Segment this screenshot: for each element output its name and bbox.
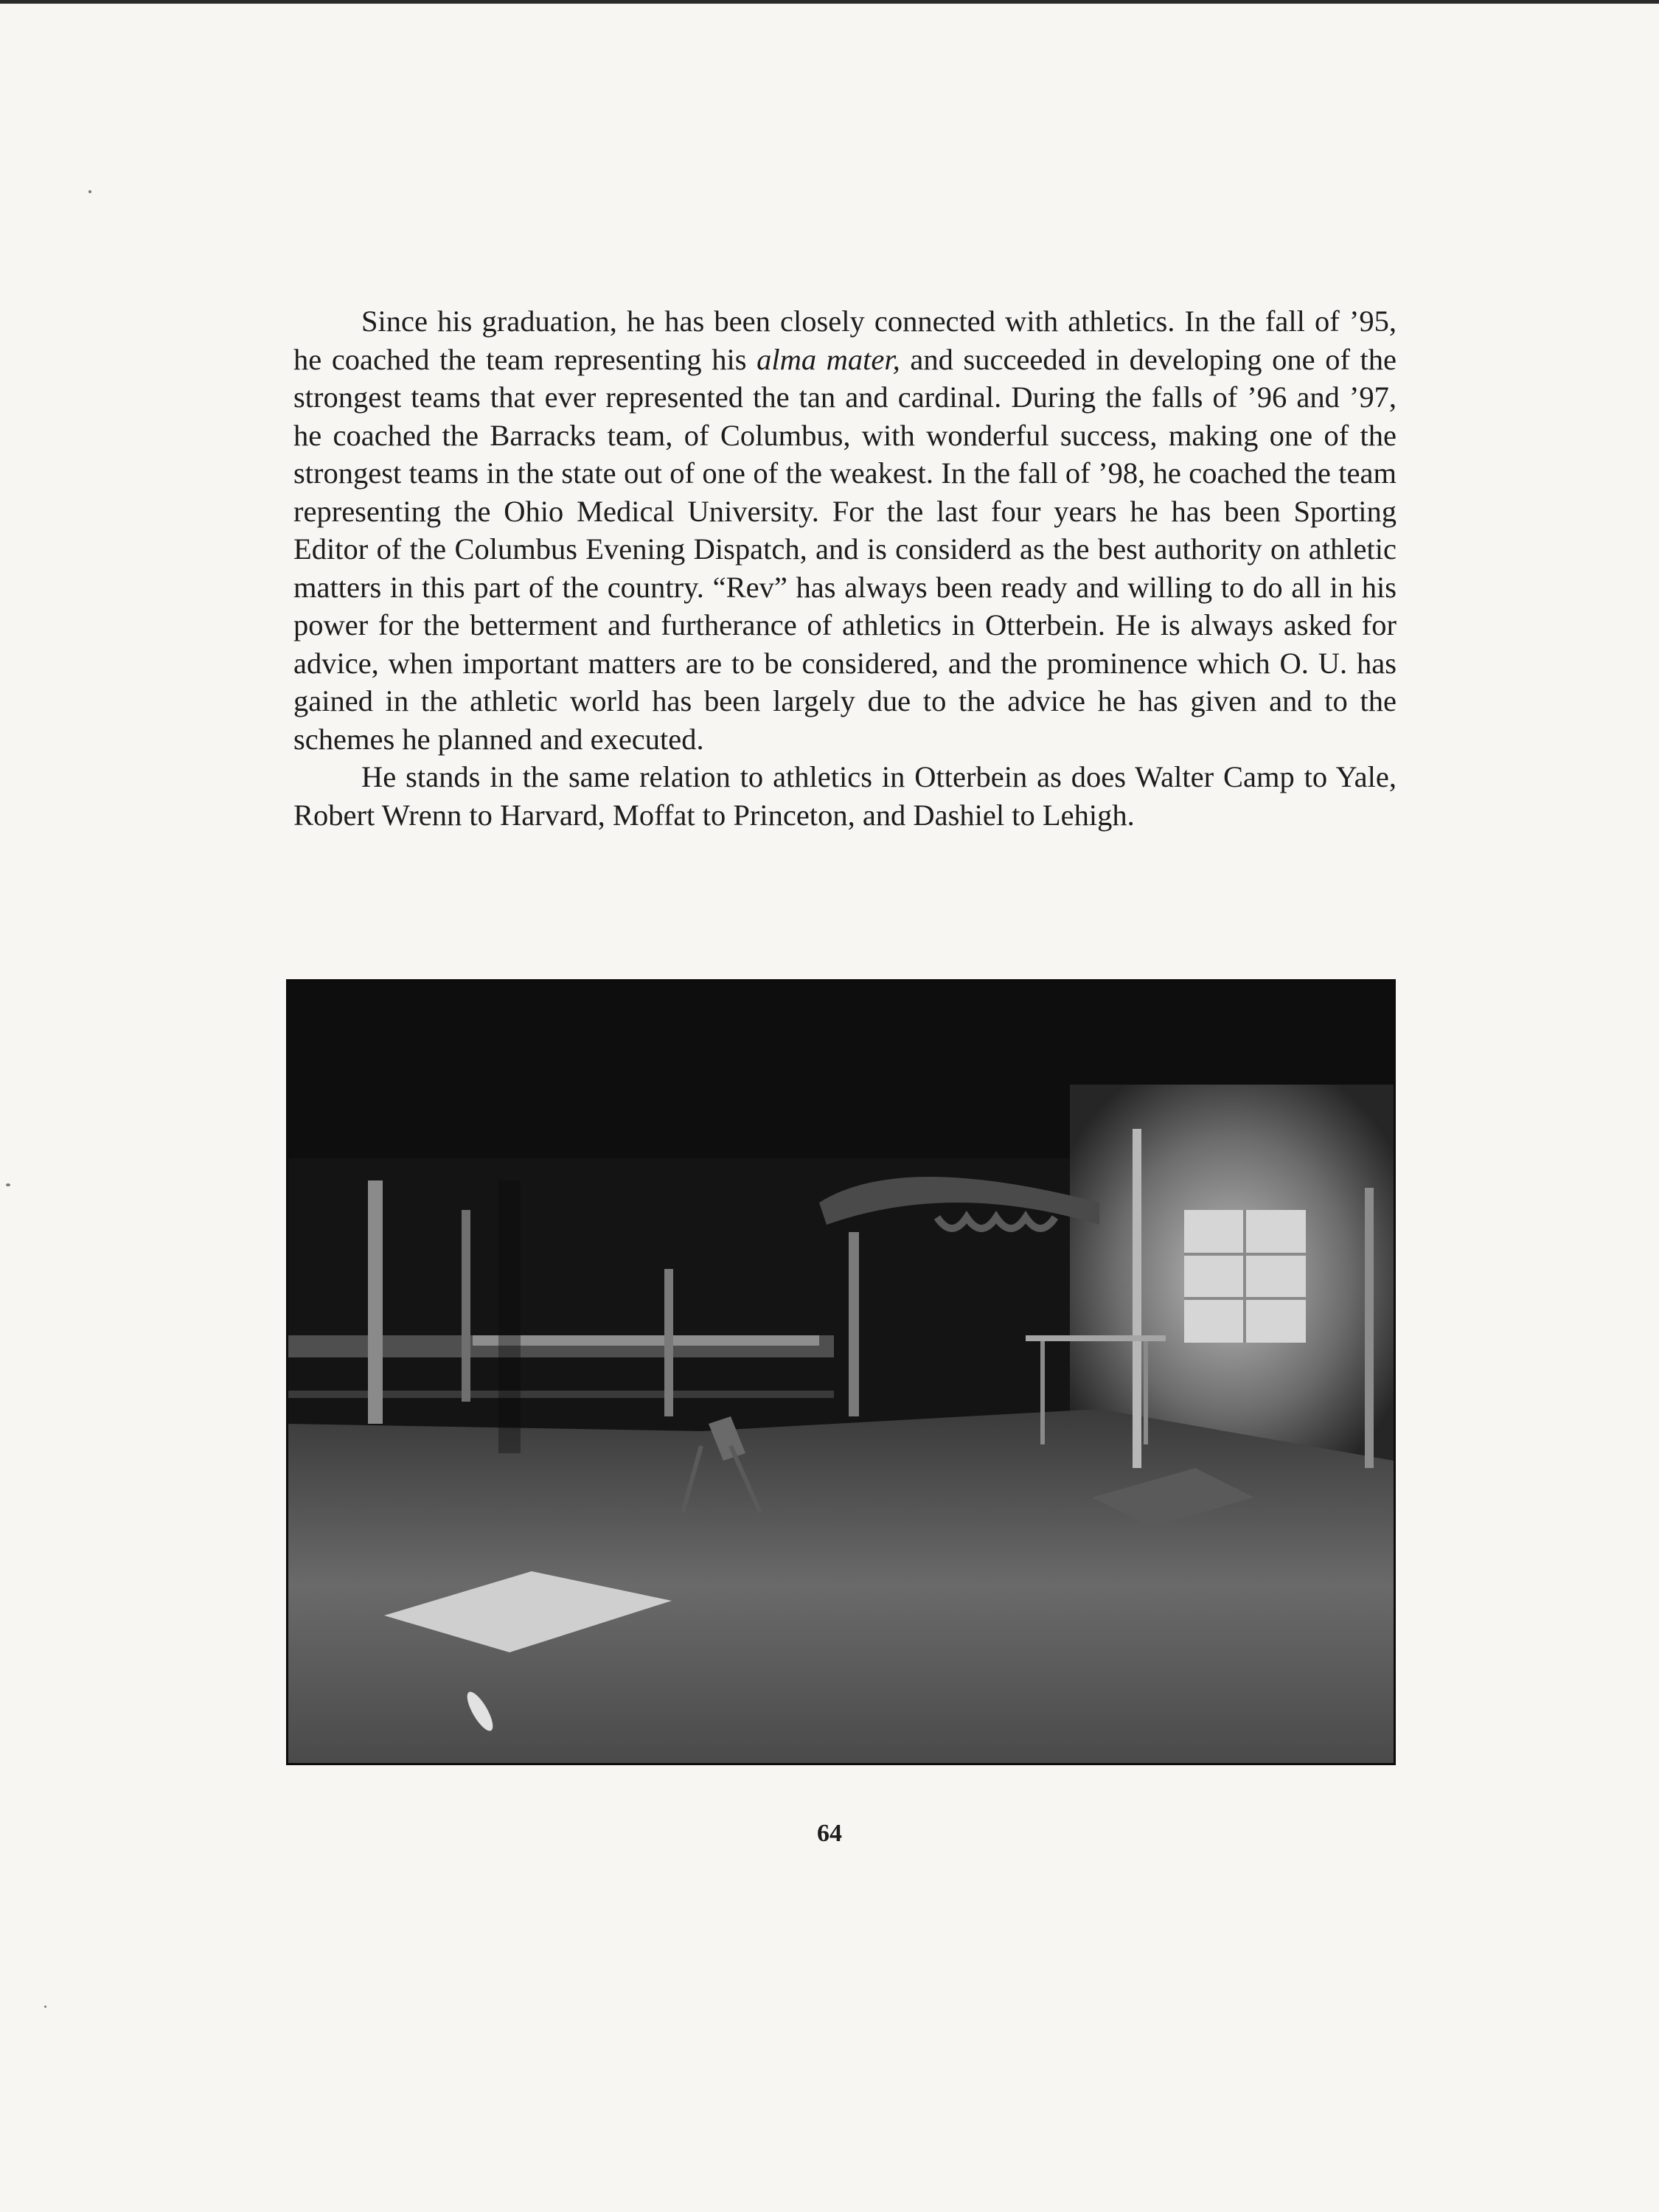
paper-speck (6, 1183, 10, 1186)
paragraph-2: He stands in the same relation to athletics in Otterbein as does Walter Camp to Yale, Robert Wrenn to Harvard, Moffat to Princeton, and Dashiel to Lehigh. (293, 760, 1397, 832)
body-text (293, 302, 1397, 834)
climbing-pole (1133, 1129, 1141, 1468)
page-number: 64 (817, 1820, 842, 1847)
parallel-bars (1026, 1335, 1166, 1341)
gymnasium-photograph (286, 979, 1396, 1765)
paper-speck (88, 190, 91, 193)
gym-floor (288, 1409, 1394, 1763)
top-border-rule (0, 0, 1659, 4)
gym-post (368, 1180, 383, 1424)
paragraph-1-text-before: Since his graduation, he has been closely connected with athletics. In the fall of ’95, he coached the team representing his (293, 305, 1397, 376)
paragraph-1 (293, 302, 1397, 758)
paper-speck (44, 2006, 46, 2008)
paragraph-1-text-after: and succeeded in developing one of the strongest teams that ever represented the tan and cardinal. During the falls of ’96 and ’97, he coached the Barracks team, of Columbus, with wonderful success, making one of the strongest teams in the state out of one of the weakest. In the fall of ’98, he coached the team representing the Ohio Medical University. For the last four years he has been Sporting Editor of the Columbus Evening Dispatch, and is considerd as the best authority on athletic matters in this part of the country. “Rev” has always been ready and willing to do all in his power for the betterment and furtherance of athletics in Otterbein. He is always asked for advice, when important matters are to be considered, and the prominence which O. U. has gained in the athletic world has been largely due to the advice he has given and to the schemes he planned and executed. (293, 342, 1397, 756)
paragraph-1-emphasis: alma mater, (757, 342, 900, 376)
